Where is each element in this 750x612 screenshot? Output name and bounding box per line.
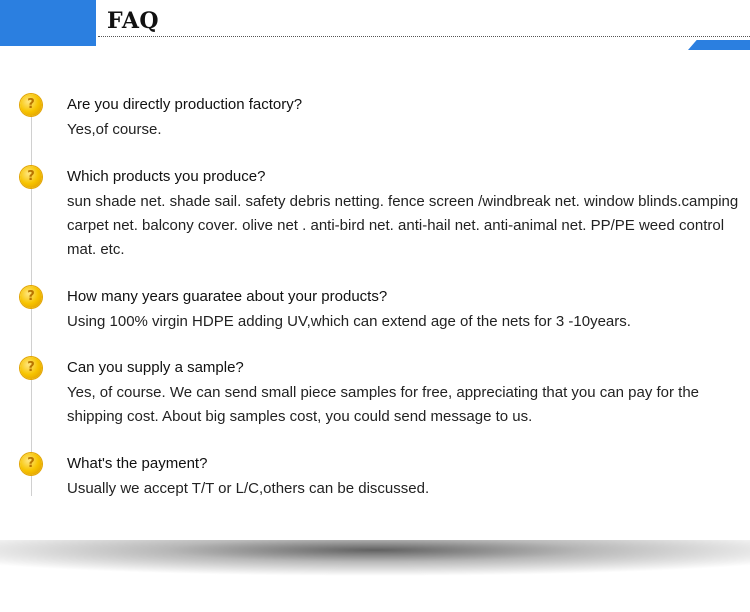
header-accent-block: [0, 0, 96, 46]
question-coin-icon: ?: [20, 166, 42, 188]
faq-answer: sun shade net. shade sail. safety debris netting. fence screen /windbreak net. window blinds.camping carpet net. balcony cover. olive net . anti-bird net. anti-hail net. anti-animal net. PP/PE weed control mat. etc.: [67, 193, 739, 258]
header-dotted-divider: [98, 36, 750, 37]
faq-header: [0, 0, 750, 52]
bottom-shadow: [0, 540, 750, 612]
question-coin-icon: ?: [20, 357, 42, 379]
faq-answer: Using 100% virgin HDPE adding UV,which can extend age of the nets for 3 -10years.: [67, 313, 631, 330]
faq-answer: Yes, of course. We can send small piece samples for free, appreciating that you can pay for the shipping cost. About big samples cost, you could send message to us.: [67, 384, 700, 425]
question-coin-icon: ?: [20, 94, 42, 116]
faq-question: Are you directly production factory?: [67, 96, 303, 113]
faq-answer: Usually we accept T/T or L/C,others can be discussed.: [67, 480, 430, 497]
faq-answer: Yes,of course.: [67, 121, 162, 138]
faq-question: Can you supply a sample?: [67, 359, 244, 376]
question-coin-icon: ?: [20, 286, 42, 308]
faq-question: Which products you produce?: [67, 168, 266, 185]
faq-question: What's the payment?: [67, 455, 208, 472]
faq-question: How many years guaratee about your products?: [67, 288, 388, 305]
question-coin-icon: ?: [20, 453, 42, 475]
page-title: FAQ: [107, 8, 160, 34]
header-corner-bar: [688, 40, 750, 50]
